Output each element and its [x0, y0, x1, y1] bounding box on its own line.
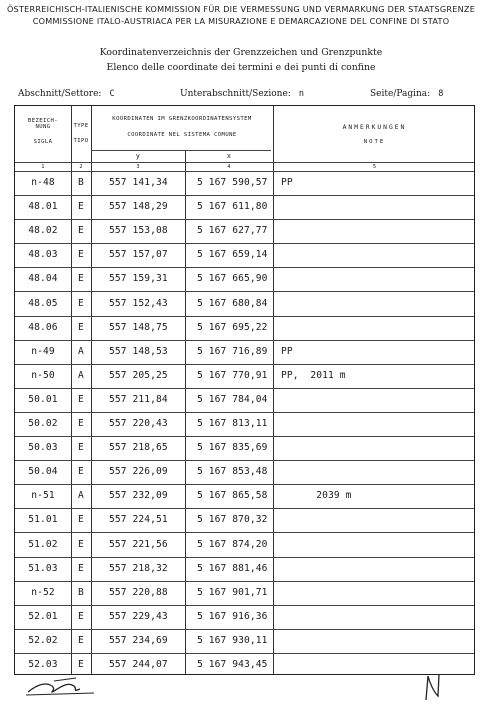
coordinate-y: 557 153,08 — [109, 225, 168, 237]
column-header-id-de-1: BEZEICH- — [27, 118, 59, 124]
column-number: 3 — [136, 164, 140, 170]
column-header-id-it: SIGLA — [33, 138, 53, 145]
table-row — [15, 364, 474, 388]
column-number: 4 — [227, 164, 231, 170]
coordinate-x: 5 167 870,32 — [197, 514, 268, 526]
coordinate-x: 5 167 627,77 — [197, 225, 268, 237]
coordinate-y: 557 211,84 — [109, 393, 168, 405]
point-note: PP — [281, 345, 293, 357]
point-id: 48.04 — [28, 273, 58, 285]
point-type: E — [78, 562, 84, 574]
point-id: n-49 — [31, 345, 55, 357]
table-row — [15, 243, 474, 267]
table-row — [15, 508, 474, 532]
point-type: E — [78, 201, 84, 213]
table-row — [15, 340, 474, 364]
point-id: n-52 — [31, 586, 55, 598]
point-id: 50.04 — [28, 466, 58, 478]
point-id: 52.02 — [28, 634, 58, 646]
column-header-id — [15, 118, 71, 145]
coordinate-x: 5 167 901,71 — [197, 586, 268, 598]
column-header-type-de: TYPE — [73, 123, 89, 129]
table-row — [15, 629, 474, 653]
page-label: Seite/Pagina: — [370, 89, 431, 99]
table-row — [15, 581, 474, 605]
header-italian: COMMISSIONE ITALO-AUSTRIACA PER LA MISURAZIONE E DEMARCAZIONE DEL CONFINE DI STATO — [32, 16, 450, 26]
table-row — [15, 219, 474, 243]
coordinate-y: 557 221,56 — [109, 538, 168, 550]
column-header-type-it: TIPO — [73, 138, 89, 145]
handwritten-initial — [420, 670, 446, 704]
column-number: 1 — [41, 164, 45, 170]
column-header-coords — [91, 116, 273, 139]
coordinate-x: 5 167 611,80 — [197, 201, 268, 213]
point-id: n-51 — [31, 490, 55, 502]
coordinate-x: 5 167 865,58 — [197, 490, 268, 502]
table-row — [15, 171, 474, 195]
coordinate-x: 5 167 853,48 — [197, 466, 268, 478]
point-type: E — [78, 297, 84, 309]
point-id: 48.01 — [28, 201, 58, 213]
column-header-type — [71, 123, 91, 145]
point-type: E — [78, 466, 84, 478]
coordinate-y: 557 157,07 — [109, 249, 168, 261]
coordinate-x: 5 167 695,22 — [197, 321, 268, 333]
point-id: 48.06 — [28, 321, 58, 333]
page-value: 8 — [438, 89, 444, 99]
point-type: E — [78, 418, 84, 429]
point-type: E — [78, 442, 84, 454]
column-header-notes-it: NOTE — [363, 139, 386, 146]
point-type: E — [78, 249, 84, 261]
column-header-id-de-2: NUNG — [35, 124, 51, 131]
point-type: E — [78, 610, 84, 622]
point-id: 50.01 — [28, 393, 58, 405]
column-header-coords-it: COORDINATE NEL SISTEMA COMUNE — [127, 132, 237, 139]
table-row — [15, 195, 474, 219]
coordinate-y: 557 218,65 — [109, 442, 168, 454]
coordinate-x: 5 167 874,20 — [197, 538, 268, 550]
coordinate-y: 557 220,43 — [109, 418, 168, 429]
header-divider — [91, 150, 271, 151]
point-type: E — [78, 273, 84, 285]
table-row — [15, 436, 474, 460]
header-divider — [15, 162, 474, 163]
column-header-notes — [273, 124, 476, 146]
point-type: E — [78, 634, 84, 646]
subsection-value: n — [298, 89, 304, 99]
coordinate-y: 557 234,69 — [109, 634, 168, 646]
table-row — [15, 605, 474, 629]
coordinate-x: 5 167 916,36 — [197, 610, 268, 622]
coordinate-y: 557 159,31 — [109, 273, 168, 285]
point-type: E — [78, 514, 84, 526]
coordinate-y: 557 148,29 — [109, 201, 168, 213]
point-type: A — [78, 490, 84, 502]
column-header-coords-de: KOORDINATEN IM GRENZKOORDINATENSYSTEM — [112, 116, 252, 122]
point-type: A — [78, 369, 84, 381]
coordinate-y: 557 226,09 — [109, 466, 168, 478]
point-id: 52.01 — [28, 610, 58, 622]
point-type: E — [78, 321, 84, 333]
column-header-x: x — [226, 152, 232, 160]
table-row — [15, 316, 474, 340]
point-id: 48.02 — [28, 225, 58, 237]
coordinate-table — [14, 105, 475, 675]
column-header-notes-de: ANMERKUNGEN — [342, 124, 407, 131]
point-id: n-48 — [31, 177, 55, 188]
point-type: E — [78, 393, 84, 405]
coordinate-x: 5 167 716,89 — [197, 345, 268, 357]
column-number: 2 — [79, 164, 83, 170]
point-note: 2039 m — [281, 490, 352, 502]
section-field — [18, 89, 115, 99]
table-row — [15, 412, 474, 436]
point-id: 50.02 — [28, 418, 58, 429]
point-id: 51.01 — [28, 514, 58, 526]
point-id: 51.03 — [28, 562, 58, 574]
coordinate-x: 5 167 943,45 — [197, 659, 268, 670]
coordinate-x: 5 167 930,11 — [197, 634, 268, 646]
handwritten-signature — [24, 672, 104, 700]
point-type: E — [78, 538, 84, 550]
point-id: 50.03 — [28, 442, 58, 454]
coordinate-x: 5 167 813,11 — [197, 418, 268, 429]
coordinate-y: 557 148,75 — [109, 321, 168, 333]
table-row — [15, 557, 474, 581]
point-id: n-50 — [31, 369, 55, 381]
coordinate-y: 557 148,53 — [109, 345, 168, 357]
point-type: E — [78, 659, 84, 670]
coordinate-y: 557 141,34 — [109, 177, 168, 188]
point-id: 52.03 — [28, 659, 58, 670]
table-row — [15, 460, 474, 484]
subsection-field — [180, 89, 304, 99]
section-label: Abschnitt/Settore: — [18, 89, 102, 99]
point-id: 48.03 — [28, 249, 58, 261]
point-note: PP, 2011 m — [281, 369, 346, 381]
section-value: C — [109, 89, 115, 99]
point-type: B — [78, 586, 84, 598]
title-german: Koordinatenverzeichnis der Grenzzeichen und Grenzpunkte — [99, 47, 383, 58]
coordinate-y: 557 229,43 — [109, 610, 168, 622]
coordinate-y: 557 218,32 — [109, 562, 168, 574]
coordinate-y: 557 152,43 — [109, 297, 168, 309]
coordinate-y: 557 244,07 — [109, 659, 168, 670]
coordinate-y: 557 224,51 — [109, 514, 168, 526]
coordinate-x: 5 167 659,14 — [197, 249, 268, 261]
column-header-y: y — [135, 152, 141, 160]
point-id: 48.05 — [28, 297, 58, 309]
coordinate-y: 557 220,88 — [109, 586, 168, 598]
header-german: ÖSTERREICHISCH-ITALIENISCHE KOMMISSION FÜR DIE VERMESSUNG UND VERMARKUNG DER STAATSGRENZE — [6, 4, 476, 14]
title-italian: Elenco delle coordinate dei termini e dei punti di confine — [106, 62, 376, 73]
coordinate-y: 557 232,09 — [109, 490, 168, 502]
column-number: 5 — [372, 164, 377, 170]
coordinate-x: 5 167 770,91 — [197, 369, 268, 381]
point-id: 51.02 — [28, 538, 58, 550]
table-row — [15, 388, 474, 412]
point-type: A — [78, 345, 84, 357]
page-field — [370, 89, 443, 99]
coordinate-x: 5 167 881,46 — [197, 562, 268, 574]
coordinate-x: 5 167 784,04 — [197, 393, 268, 405]
table-row — [15, 267, 474, 291]
point-note: PP — [281, 177, 293, 188]
subsection-label: Unterabschnitt/Sezione: — [180, 89, 291, 99]
coordinate-x: 5 167 680,84 — [197, 297, 268, 309]
coordinate-x: 5 167 665,90 — [197, 273, 268, 285]
coordinate-x: 5 167 590,57 — [197, 177, 268, 188]
table-row — [15, 292, 474, 316]
point-type: B — [78, 177, 84, 188]
table-row — [15, 484, 474, 508]
coordinate-y: 557 205,25 — [109, 369, 168, 381]
coordinate-x: 5 167 835,69 — [197, 442, 268, 454]
table-row — [15, 533, 474, 557]
point-type: E — [78, 225, 84, 237]
